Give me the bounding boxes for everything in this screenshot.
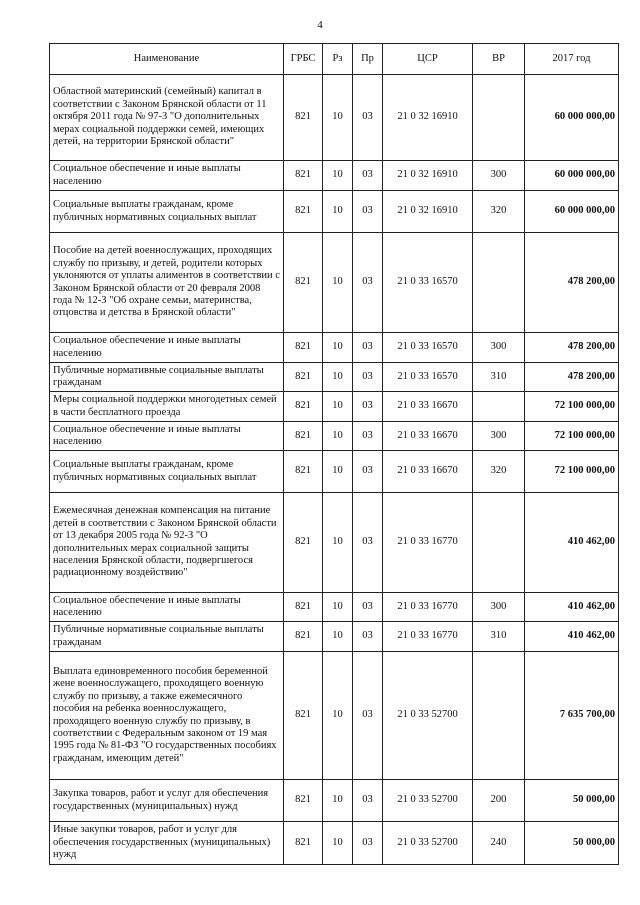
- header-pr: Пр: [353, 44, 383, 75]
- row-name: Социальное обеспечение и иные выплаты населению: [50, 161, 284, 191]
- table-row: [50, 822, 619, 865]
- row-vr: [473, 652, 525, 780]
- row-sum: 7 635 700,00: [525, 652, 619, 780]
- row-name: Социальное обеспечение и иные выплаты населению: [50, 333, 284, 363]
- row-sum: 72 100 000,00: [525, 451, 619, 493]
- row-grbs: 821: [284, 392, 323, 422]
- row-sum: 410 462,00: [525, 622, 619, 652]
- row-csr: 21 0 33 52700: [383, 652, 473, 780]
- row-sum: 478 200,00: [525, 363, 619, 392]
- row-name: Выплата единовременного пособия беременной жене военнослужащего, проходящего военную службу по призыву, а также ежемесячного пособия на ребенка военнослужащего, проходящего военную службу по призыву, в соответствии с Федеральным законом от 19 мая 1995 года № 81-ФЗ "О государственных пособиях гражданам, имеющим детей": [50, 652, 284, 780]
- table-row: [50, 593, 619, 622]
- row-rz: 10: [323, 493, 353, 593]
- row-rz: 10: [323, 363, 353, 392]
- row-name: Ежемесячная денежная компенсация на питание детей в соответствии с Законом Брянской области от 13 декабря 2005 года № 92-З "О дополнительных мерах социальной защиты населения Брянской области, подвергшегося радиационному воздействию": [50, 493, 284, 593]
- budget-table: [49, 43, 619, 865]
- table-row: [50, 451, 619, 493]
- row-sum: 50 000,00: [525, 780, 619, 822]
- row-vr: [473, 392, 525, 422]
- header-grbs: ГРБС: [284, 44, 323, 75]
- row-vr: 320: [473, 451, 525, 493]
- row-grbs: 821: [284, 191, 323, 233]
- row-rz: 10: [323, 451, 353, 493]
- row-grbs: 821: [284, 422, 323, 451]
- row-vr: [473, 75, 525, 161]
- row-csr: 21 0 33 16670: [383, 392, 473, 422]
- row-pr: 03: [353, 652, 383, 780]
- row-vr: 310: [473, 622, 525, 652]
- row-grbs: 821: [284, 493, 323, 593]
- row-csr: 21 0 32 16910: [383, 191, 473, 233]
- row-vr: 300: [473, 161, 525, 191]
- table-row: [50, 75, 619, 161]
- table-row: [50, 622, 619, 652]
- row-pr: 03: [353, 780, 383, 822]
- row-csr: 21 0 33 16570: [383, 233, 473, 333]
- row-pr: 03: [353, 392, 383, 422]
- row-vr: [473, 233, 525, 333]
- row-grbs: 821: [284, 451, 323, 493]
- row-pr: 03: [353, 191, 383, 233]
- row-sum: 478 200,00: [525, 333, 619, 363]
- row-rz: 10: [323, 822, 353, 865]
- row-csr: 21 0 32 16910: [383, 75, 473, 161]
- row-name: Публичные нормативные социальные выплаты гражданам: [50, 363, 284, 392]
- row-grbs: 821: [284, 333, 323, 363]
- row-grbs: 821: [284, 161, 323, 191]
- row-pr: 03: [353, 822, 383, 865]
- row-grbs: 821: [284, 233, 323, 333]
- table-header-row: [50, 44, 619, 75]
- row-name: Закупка товаров, работ и услуг для обеспечения государственных (муниципальных) нужд: [50, 780, 284, 822]
- row-rz: 10: [323, 593, 353, 622]
- header-rz: Рз: [323, 44, 353, 75]
- row-csr: 21 0 33 16770: [383, 622, 473, 652]
- row-pr: 03: [353, 75, 383, 161]
- row-pr: 03: [353, 493, 383, 593]
- row-csr: 21 0 33 16770: [383, 493, 473, 593]
- row-grbs: 821: [284, 622, 323, 652]
- row-csr: 21 0 33 16570: [383, 333, 473, 363]
- row-rz: 10: [323, 75, 353, 161]
- row-grbs: 821: [284, 780, 323, 822]
- header-name: Наименование: [50, 44, 284, 75]
- row-csr: 21 0 32 16910: [383, 161, 473, 191]
- header-csr: ЦСР: [383, 44, 473, 75]
- row-rz: 10: [323, 622, 353, 652]
- row-csr: 21 0 33 16770: [383, 593, 473, 622]
- table-row: [50, 493, 619, 593]
- row-sum: 478 200,00: [525, 233, 619, 333]
- row-rz: 10: [323, 191, 353, 233]
- row-vr: 300: [473, 422, 525, 451]
- row-grbs: 821: [284, 652, 323, 780]
- table-row: [50, 161, 619, 191]
- row-sum: 72 100 000,00: [525, 422, 619, 451]
- row-vr: [473, 493, 525, 593]
- table-row: [50, 233, 619, 333]
- row-grbs: 821: [284, 822, 323, 865]
- row-pr: 03: [353, 422, 383, 451]
- row-vr: 240: [473, 822, 525, 865]
- table-row: [50, 780, 619, 822]
- row-csr: 21 0 33 52700: [383, 780, 473, 822]
- row-sum: 60 000 000,00: [525, 161, 619, 191]
- row-rz: 10: [323, 333, 353, 363]
- row-name: Социальные выплаты гражданам, кроме публичных нормативных социальных выплат: [50, 451, 284, 493]
- row-grbs: 821: [284, 363, 323, 392]
- row-name: Публичные нормативные социальные выплаты гражданам: [50, 622, 284, 652]
- row-vr: 200: [473, 780, 525, 822]
- table-row: [50, 392, 619, 422]
- table-row: [50, 363, 619, 392]
- row-name: Областной материнский (семейный) капитал в соответствии с Законом Брянской области от 11 октября 2011 года № 97-З "О дополнительных мерах социальной поддержки семей, имеющих детей, на территории Брянской области": [50, 75, 284, 161]
- row-sum: 60 000 000,00: [525, 191, 619, 233]
- row-sum: 410 462,00: [525, 493, 619, 593]
- row-name: Пособие на детей военнослужащих, проходящих службу по призыву, и детей, родители которых уклоняются от уплаты алиментов в соответствии с Законом Брянской области от 20 февраля 2008 года № 12-З "Об охране семьи, материнства, отцовства и детства в Брянской области": [50, 233, 284, 333]
- row-rz: 10: [323, 652, 353, 780]
- row-grbs: 821: [284, 593, 323, 622]
- row-pr: 03: [353, 363, 383, 392]
- row-grbs: 821: [284, 75, 323, 161]
- row-pr: 03: [353, 233, 383, 333]
- row-csr: 21 0 33 16670: [383, 422, 473, 451]
- table-row: [50, 652, 619, 780]
- row-rz: 10: [323, 392, 353, 422]
- row-name: Социальное обеспечение и иные выплаты населению: [50, 422, 284, 451]
- row-name: Иные закупки товаров, работ и услуг для обеспечения государственных (муниципальных) нужд: [50, 822, 284, 865]
- row-rz: 10: [323, 161, 353, 191]
- row-pr: 03: [353, 593, 383, 622]
- row-vr: 320: [473, 191, 525, 233]
- row-rz: 10: [323, 780, 353, 822]
- row-rz: 10: [323, 422, 353, 451]
- row-name: Социальное обеспечение и иные выплаты населению: [50, 593, 284, 622]
- table-row: [50, 191, 619, 233]
- row-sum: 60 000 000,00: [525, 75, 619, 161]
- row-vr: 310: [473, 363, 525, 392]
- row-sum: 72 100 000,00: [525, 392, 619, 422]
- row-pr: 03: [353, 451, 383, 493]
- row-sum: 410 462,00: [525, 593, 619, 622]
- row-name: Меры социальной поддержки многодетных семей в части бесплатного проезда: [50, 392, 284, 422]
- row-pr: 03: [353, 333, 383, 363]
- row-name: Социальные выплаты гражданам, кроме публичных нормативных социальных выплат: [50, 191, 284, 233]
- row-sum: 50 000,00: [525, 822, 619, 865]
- row-rz: 10: [323, 233, 353, 333]
- header-vr: ВР: [473, 44, 525, 75]
- header-year: 2017 год: [525, 44, 619, 75]
- row-csr: 21 0 33 52700: [383, 822, 473, 865]
- table-row: [50, 333, 619, 363]
- row-csr: 21 0 33 16670: [383, 451, 473, 493]
- table-row: [50, 422, 619, 451]
- row-pr: 03: [353, 161, 383, 191]
- row-pr: 03: [353, 622, 383, 652]
- row-csr: 21 0 33 16570: [383, 363, 473, 392]
- page-number: 4: [317, 19, 323, 31]
- row-vr: 300: [473, 333, 525, 363]
- row-vr: 300: [473, 593, 525, 622]
